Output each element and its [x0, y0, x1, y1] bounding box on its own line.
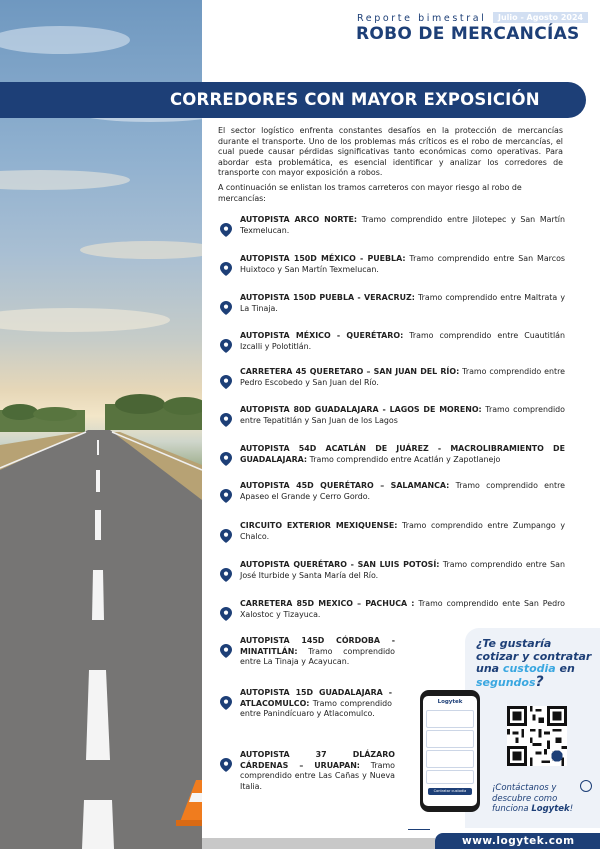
footer-band — [202, 838, 435, 849]
app-contract-button: Contratar custodia — [428, 788, 472, 795]
trees — [0, 394, 202, 432]
contact-line: descubre como — [492, 793, 558, 804]
phone-screen — [423, 696, 477, 806]
contact-text-part: ! — [569, 804, 574, 814]
corridor-desc: Tramo comprendido entre San Marcos Huixtoco y San Martín Texmelucan. — [240, 254, 566, 274]
cta-highlight: segundos — [476, 675, 536, 689]
corridor-desc: Tramo comprendido entre La Tinaja y Acayucan. — [240, 646, 395, 667]
corridor-name: AUTOPISTA ARCO NORTE: — [240, 215, 358, 224]
corridor-desc: Tramo comprendido entre Apaseo el Grande y Cerro Gordo. — [240, 481, 566, 501]
corridor-name: CIRCUITO EXTERIOR MEXIQUENSE: — [240, 521, 398, 530]
corridor-name: AUTOPISTA MÉXICO - QUERÉTARO: — [240, 331, 404, 340]
cta-line — [476, 673, 600, 690]
corridor-name: AUTOPISTA 45D QUERÉTARO – SALAMANCA: — [240, 481, 450, 490]
app-card — [426, 730, 474, 748]
corridor-name: AUTOPISTA 145D CÓRDOBA - MINATITLÁN: — [240, 636, 395, 656]
road-photo — [0, 0, 202, 849]
corridor-desc: Tramo comprendido entre Acatlán y Zapotlanejo — [307, 454, 501, 464]
corridor-desc: Tramo comprendido entre Panindícuaro y Atlacomulco. — [240, 698, 392, 719]
corridor-name: CARRETERA 45 QUERETARO – SAN JUAN DEL RÍO: — [240, 367, 460, 376]
corridor-desc: Tramo comprendido entre Jilotepec y San Martín Texmelucan. — [240, 215, 565, 235]
app-card — [426, 710, 474, 728]
cta-line: ¿Te gustaría — [476, 637, 552, 650]
corridor-name: AUTOPISTA 150D MÉXICO - PUEBLA: — [240, 254, 406, 263]
location-pin-icon — [220, 301, 232, 315]
app-card — [426, 750, 474, 768]
corridor-desc: Tramo comprendido entre Tepatitlán y San Juan de los Lagos — [240, 405, 565, 425]
corridor-name: CARRETERA 85D MEXICO – PACHUCA : — [240, 599, 415, 608]
corridor-desc: Tramo comprendido ente San Pedro Xalostoc y Tizayuca. — [240, 599, 565, 619]
contact-text-part: funciona — [492, 804, 532, 814]
contact-line: ¡Contáctanos y — [492, 783, 557, 793]
location-pin-icon — [220, 489, 232, 503]
corridor-desc: Tramo comprendido entre Maltrata y La Tinaja. — [240, 293, 565, 313]
corridor-desc: Tramo comprendido entre Zumpango y Chalco. — [240, 521, 565, 541]
corridor-desc: Tramo comprendido entre Cuautitlán Izcalli y Polotitlán. — [240, 331, 566, 351]
app-name: Logytek — [437, 699, 463, 705]
cta-line: cotizar y contratar — [476, 649, 592, 663]
corridor-name: AUTOPISTA 80D GUADALAJARA - LAGOS DE MORENO: — [240, 405, 482, 414]
road-surface — [0, 430, 202, 849]
footer-rule — [408, 829, 430, 830]
cta-question — [476, 638, 600, 689]
location-pin-icon — [220, 262, 232, 276]
report-title: ROBO DE MERCANCÍAS — [356, 24, 580, 44]
report-type-label: Reporte bimestral — [357, 13, 487, 24]
location-pin-icon — [220, 413, 232, 427]
location-pin-icon — [220, 568, 232, 582]
corridor-desc: Tramo comprendido entre Pedro Escobedo y San Juan del Río. — [240, 367, 565, 387]
section-title: CORREDORES CON MAYOR EXPOSICIÓN — [170, 90, 540, 109]
corridor-name: AUTOPISTA 54D ACATLÁN DE JUÁREZ - MACROLIBRAMIENTO DE GUADALAJARA: — [240, 444, 565, 464]
location-pin-icon — [220, 375, 232, 389]
corridor-name: AUTOPISTA 150D PUEBLA - VERACRUZ: — [240, 293, 415, 302]
location-pin-icon — [220, 223, 232, 237]
corridor-name: AUTOPISTA 15D GUADALAJARA - ATLACOMULCO: — [240, 688, 392, 708]
app-card — [426, 770, 474, 784]
corridor-name: AUTOPISTA QUERÉTARO - SAN LUIS POTOSÍ: — [240, 560, 440, 569]
period-badge: Julio - Agosto 2024 — [493, 12, 588, 23]
cta-highlight: custodia — [502, 662, 556, 675]
corridor-desc: Tramo comprendido entre Las Cañas y Nueva Italia. — [240, 760, 395, 791]
location-pin-icon — [220, 529, 232, 543]
location-pin-icon — [220, 758, 232, 772]
road-illustration — [0, 0, 202, 849]
clouds — [0, 26, 202, 332]
location-pin-icon — [220, 339, 232, 353]
location-pin-icon — [220, 696, 232, 710]
whatsapp-icon — [580, 780, 592, 792]
brand-name: Logytek — [531, 804, 570, 814]
contact-line — [492, 804, 600, 815]
location-pin-icon — [220, 452, 232, 466]
location-pin-icon — [220, 607, 232, 621]
corridor-desc: Tramo comprendido entre San José Iturbide y Santa María del Río. — [240, 560, 565, 580]
intro-paragraph: El sector logístico enfrenta constantes desafíos en la protección de mercancías durante el transporte. Uno de los problemas más críticos es el robo de mercancías, el cual puede causar pérdidas significativas tanto económicas como operativas. Para abordar esta problemática, es esencial identificar y analizar los corredores de transporte con mayor exposición a robos. — [218, 126, 563, 178]
cta-text: una — [476, 662, 503, 675]
intro-list-lead: A continuación se enlistan los tramos carreteros con mayor riesgo al robo de mercancías: — [218, 183, 522, 203]
cta-text: ? — [535, 673, 544, 690]
location-pin-icon — [220, 644, 232, 658]
corridor-name: AUTOPISTA 37 DLÁZARO CÁRDENAS – URUAPAN: — [240, 750, 395, 770]
cta-text: en — [555, 662, 575, 675]
website-link[interactable]: www.logytek.com — [462, 835, 575, 847]
qr-code — [507, 706, 567, 766]
